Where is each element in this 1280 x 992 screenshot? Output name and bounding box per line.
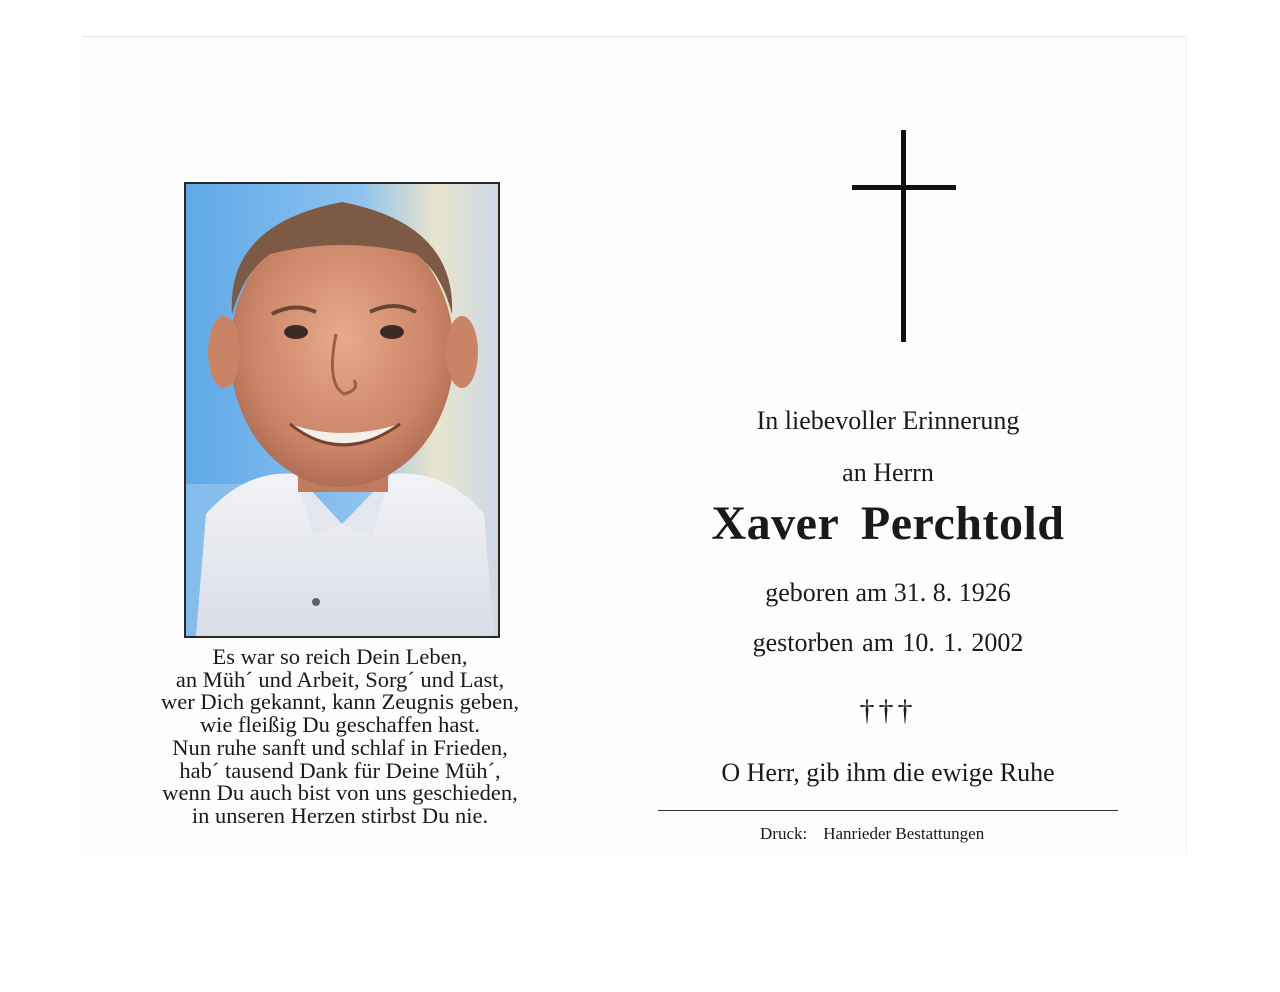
salutation: an Herrn <box>842 458 934 487</box>
poem-line: wie fleißig Du geschaffen hast. <box>199 712 481 738</box>
poem-line: Nun ruhe sanft und schlaf in Frieden, <box>172 734 508 760</box>
printer-credit <box>760 824 984 844</box>
printer-label: Druck: <box>760 824 808 843</box>
divider <box>658 810 1118 811</box>
prayer-line: O Herr, gib ihm die ewige Ruhe <box>721 758 1055 787</box>
poem-line: in unseren Herzen stirbst Du nie. <box>191 802 489 828</box>
poem-line: hab´ tausend Dank für Deine Müh´, <box>179 757 501 783</box>
memory-heading: In liebevoller Erinnerung <box>756 406 1020 435</box>
death-date: gestorben am 10. 1. 2002 <box>752 628 1024 657</box>
poem-line: Es war so reich Dein Leben, <box>212 644 468 669</box>
three-crosses-icon: ††† <box>859 694 917 727</box>
deceased-name: Xaver Perchtold <box>711 497 1065 550</box>
portrait-photo <box>184 182 500 638</box>
poem-line: wer Dich gekannt, kann Zeugnis geben, <box>160 689 519 715</box>
cross-vertical-bar <box>901 130 906 342</box>
cross-horizontal-bar <box>852 185 956 190</box>
portrait-image <box>186 184 498 636</box>
printer-name: Hanrieder Bestattungen <box>823 824 985 843</box>
memorial-poem <box>120 646 560 828</box>
cross-icon <box>852 130 956 342</box>
poem-line: wenn Du auch bist von uns geschieden, <box>162 780 518 806</box>
poem-line: an Müh´ und Arbeit, Sorg´ und Last, <box>175 666 505 692</box>
birth-date: geboren am 31. 8. 1926 <box>765 578 1011 607</box>
